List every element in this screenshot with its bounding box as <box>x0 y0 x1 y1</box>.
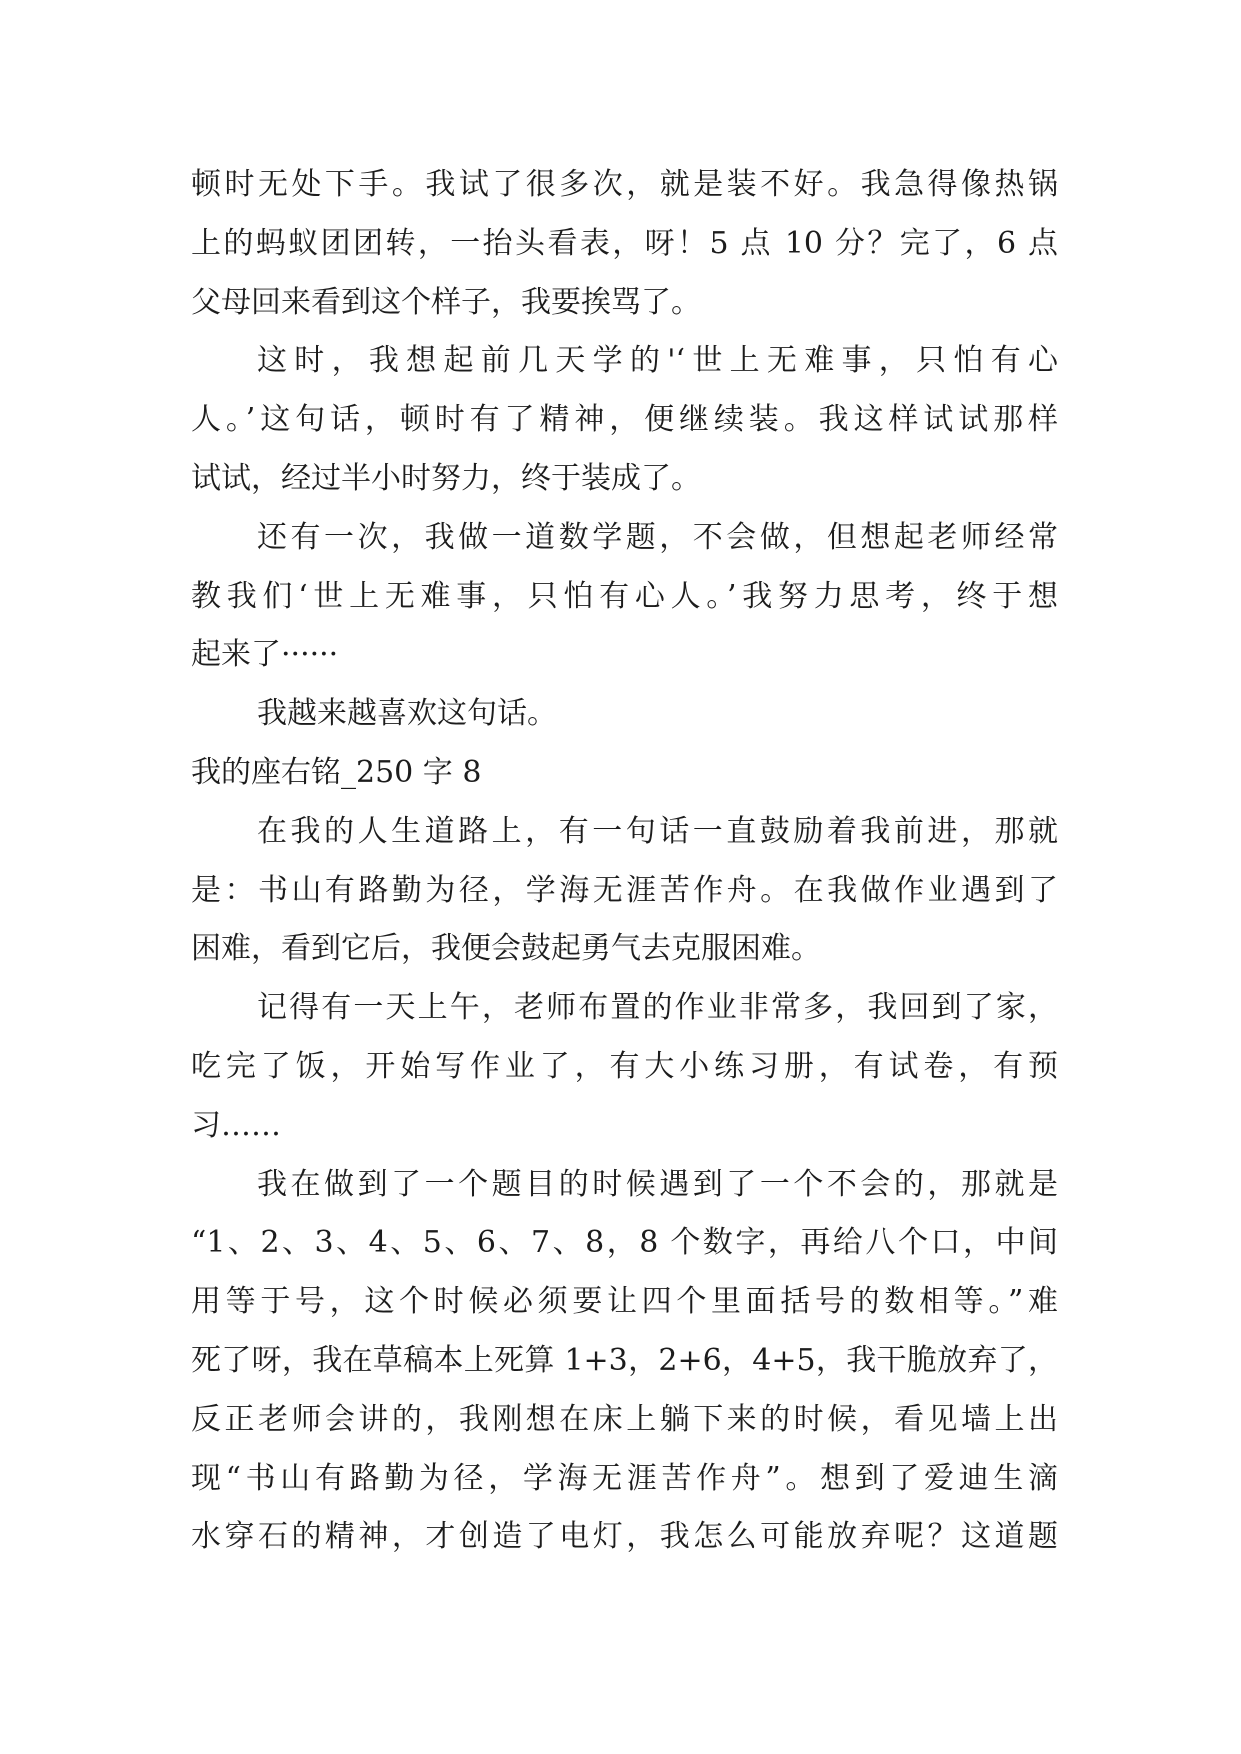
text-line: 这时，我想起前几天学的'‘世上无难事，只怕有心 <box>257 343 1058 379</box>
text-line: 记得有一天上午，老师布置的作业非常多，我回到了家， <box>257 990 1058 1026</box>
text-line: 困难，看到它后，我便会鼓起勇气去克服困难。 <box>191 931 821 967</box>
text-line: 教我们‘世上无难事，只怕有心人。’我努力思考，终于想 <box>191 578 1058 614</box>
text-line: 人。’这句话，顿时有了精神，便继续装。我这样试试那样 <box>191 402 1058 438</box>
paragraph <box>191 156 1058 332</box>
text-line: 顿时无处下手。我试了很多次，就是装不好。我急得像热锅 <box>191 167 1058 202</box>
text-line: “1、2、3、4、5、6、7、8，8 个数字，再给八个口，中间 <box>191 1225 1058 1261</box>
paragraph <box>191 332 1058 508</box>
text-line: 父母回来看到这个样子，我要挨骂了。 <box>191 284 701 320</box>
text-line: 水穿石的精神，才创造了电灯，我怎么可能放弃呢？这道题 <box>191 1519 1058 1555</box>
text-line: 反正老师会讲的，我刚想在床上躺下来的时候，看见墙上出 <box>191 1401 1058 1437</box>
paragraph <box>191 685 1058 744</box>
text-line: 上的蚂蚁团团转，一抬头看表，呀！5 点 10 分？完了，6 点 <box>191 225 1058 261</box>
text-line: 在我的人生道路上，有一句话一直鼓励着我前进，那就 <box>257 813 1058 849</box>
text-line: 试试，经过半小时努力，终于装成了。 <box>191 460 701 496</box>
text-line: 我在做到了一个题目的时候遇到了一个不会的，那就是 <box>257 1166 1058 1202</box>
text-line: 起来了······ <box>191 637 339 673</box>
text-line: 死了呀，我在草稿本上死算 1+3，2+6，4+5，我干脆放弃了， <box>191 1342 1058 1378</box>
text-line: 还有一次，我做一道数学题，不会做，但想起老师经常 <box>257 519 1058 555</box>
text-line: 现“书山有路勤为径，学海无涯苦作舟”。想到了爱迪生滴 <box>191 1460 1058 1496</box>
text-line: 我越来越喜欢这句话。 <box>257 696 557 732</box>
text-line: 习…… <box>191 1107 281 1143</box>
document-page <box>191 156 1058 1567</box>
text-line: 是：书山有路勤为径，学海无涯苦作舟。在我做作业遇到了 <box>191 872 1058 908</box>
paragraph <box>191 979 1058 1155</box>
text-line: 用等于号，这个时候必须要让四个里面括号的数相等。”难 <box>191 1284 1058 1320</box>
paragraph <box>191 803 1058 979</box>
paragraph <box>191 509 1058 685</box>
paragraph <box>191 1156 1058 1568</box>
section-heading: 我的座右铭_250 字 8 <box>191 754 482 790</box>
text-line: 吃完了饭，开始写作业了，有大小练习册，有试卷，有预 <box>191 1048 1058 1084</box>
